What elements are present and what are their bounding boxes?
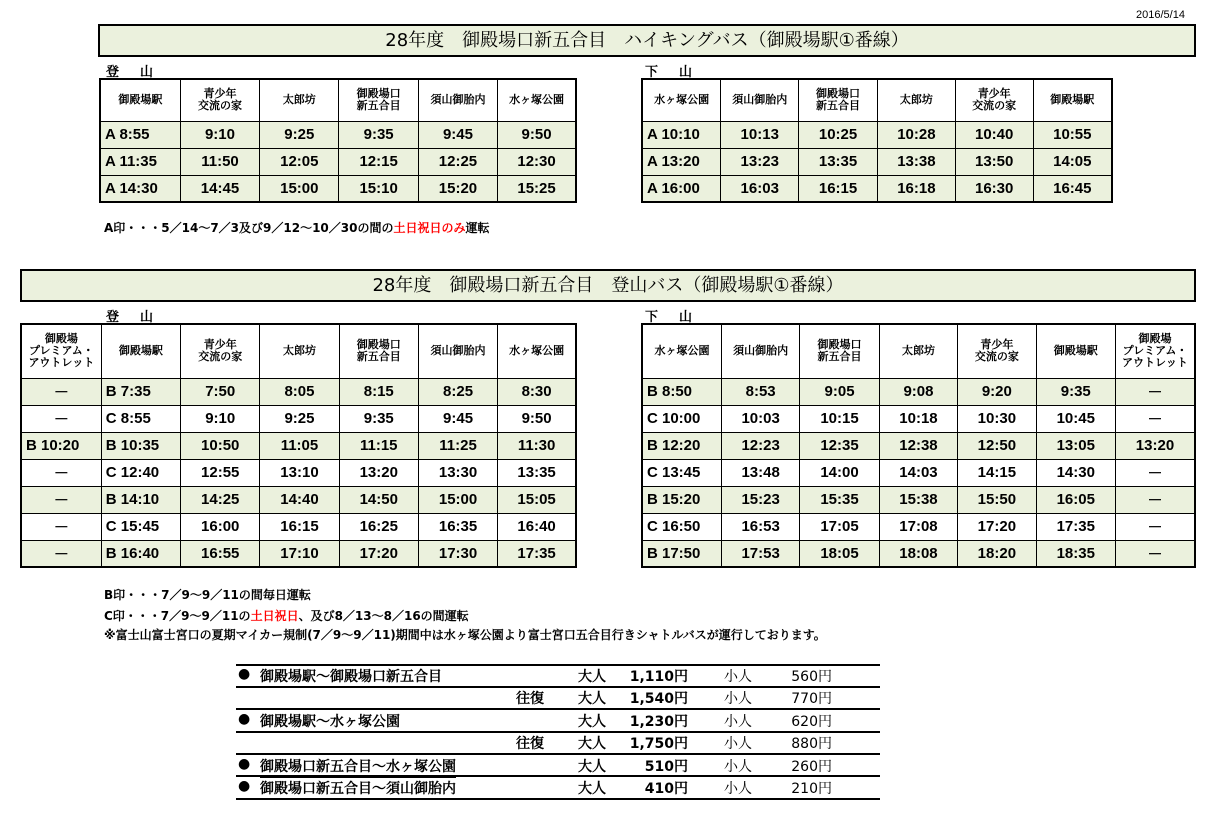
time-cell: 13:50 (955, 148, 1033, 175)
time-cell: 14:15 (958, 459, 1036, 486)
time-cell: 16:15 (799, 175, 878, 202)
fare-round-trip: 往復 (516, 688, 544, 710)
time-cell: 12:15 (339, 148, 418, 175)
time-cell: 17:08 (879, 513, 957, 540)
time-cell: 9:10 (181, 405, 260, 432)
time-cell: － (21, 405, 101, 432)
climb-up-label: 登 山 (106, 310, 158, 325)
hiking-note-a-text: A印・・・5／14～7／3及び9／12～10／30の間の (104, 221, 394, 235)
time-cell: 10:03 (721, 405, 799, 432)
time-cell: － (21, 459, 101, 486)
adult-label: 大人 (578, 714, 606, 730)
hiking-note-a-suffix: 運転 (465, 221, 490, 235)
table-row (642, 121, 1112, 148)
time-cell: － (1115, 459, 1195, 486)
table-row (21, 486, 576, 513)
column-header: 青少年 交流の家 (958, 324, 1036, 378)
time-cell: 10:28 (877, 121, 955, 148)
table-row (100, 175, 576, 202)
time-cell: A 13:20 (642, 148, 721, 175)
time-cell: 15:38 (879, 486, 957, 513)
time-cell: C 8:55 (101, 405, 180, 432)
climb-up-timetable (20, 323, 577, 568)
time-cell: 11:30 (498, 432, 576, 459)
time-cell: 9:20 (958, 378, 1036, 405)
climb-note-c-highlight: 土日祝日 (250, 609, 299, 623)
time-cell: 9:10 (180, 121, 259, 148)
fare-row (236, 754, 880, 776)
time-cell: B 10:20 (21, 432, 101, 459)
time-cell: 15:20 (418, 175, 497, 202)
time-cell: － (1115, 513, 1195, 540)
time-cell: 8:05 (260, 378, 339, 405)
child-label: 小人 (724, 759, 752, 775)
column-header: 太郎坊 (879, 324, 957, 378)
time-cell: 13:20 (1115, 432, 1195, 459)
column-header: 青少年 交流の家 (180, 79, 259, 121)
time-cell: 11:05 (260, 432, 339, 459)
time-cell: 17:35 (1036, 513, 1115, 540)
time-cell: － (1115, 486, 1195, 513)
table-row (642, 378, 1195, 405)
child-label: 小人 (724, 736, 752, 752)
time-cell: 18:08 (879, 540, 957, 567)
time-cell: 13:35 (498, 459, 576, 486)
time-cell: 9:35 (339, 405, 418, 432)
time-cell: 18:35 (1036, 540, 1115, 567)
column-header: 太郎坊 (877, 79, 955, 121)
time-cell: A 10:10 (642, 121, 721, 148)
column-header: 水ヶ塚公園 (498, 324, 576, 378)
time-cell: 11:50 (180, 148, 259, 175)
column-header: 須山御胎内 (721, 324, 799, 378)
time-cell: 15:50 (958, 486, 1036, 513)
column-header: 御殿場口 新五合目 (799, 79, 878, 121)
table-row (642, 405, 1195, 432)
time-cell: A 14:30 (100, 175, 180, 202)
child-label: 小人 (724, 691, 752, 707)
time-cell: 12:35 (800, 432, 879, 459)
fare-route: 御殿場口新五合目～水ヶ塚公園 (260, 756, 456, 778)
time-cell: 13:05 (1036, 432, 1115, 459)
time-cell: 10:30 (958, 405, 1036, 432)
time-cell: 13:20 (339, 459, 418, 486)
column-header: 御殿場駅 (1033, 79, 1112, 121)
table-row (21, 540, 576, 567)
time-cell: B 12:20 (642, 432, 721, 459)
table-row (642, 432, 1195, 459)
time-cell: 17:35 (498, 540, 576, 567)
hiking-down-label: 下 山 (645, 65, 697, 80)
time-cell: 14:40 (260, 486, 339, 513)
time-cell: B 10:35 (101, 432, 180, 459)
child-fare: 260円 (791, 759, 832, 775)
time-cell: 8:25 (418, 378, 497, 405)
table-row (21, 513, 576, 540)
child-label: 小人 (724, 781, 752, 797)
time-cell: C 16:50 (642, 513, 721, 540)
child-fare: 560円 (791, 669, 832, 685)
time-cell: 14:25 (181, 486, 260, 513)
time-cell: 18:20 (958, 540, 1036, 567)
time-cell: 17:10 (260, 540, 339, 567)
time-cell: B 15:20 (642, 486, 721, 513)
bullet-icon: ● (238, 756, 251, 772)
hiking-down-timetable (641, 78, 1113, 203)
child-fare: 210円 (791, 781, 832, 797)
column-header: 須山御胎内 (721, 79, 799, 121)
adult-fare: 1,230円 (629, 714, 688, 730)
column-header: 御殿場駅 (100, 79, 180, 121)
time-cell: 10:45 (1036, 405, 1115, 432)
time-cell: 16:45 (1033, 175, 1112, 202)
time-cell: A 11:35 (100, 148, 180, 175)
time-cell: 15:25 (498, 175, 576, 202)
time-cell: 16:18 (877, 175, 955, 202)
adult-label: 大人 (578, 691, 606, 707)
time-cell: 12:30 (498, 148, 576, 175)
time-cell: 16:53 (721, 513, 799, 540)
bullet-icon: ● (238, 711, 251, 727)
time-cell: 11:15 (339, 432, 418, 459)
time-cell: 12:25 (418, 148, 497, 175)
time-cell: B 16:40 (101, 540, 180, 567)
column-header: 御殿場 プレミアム・ アウトレット (21, 324, 101, 378)
time-cell: 13:38 (877, 148, 955, 175)
fare-round-trip: 往復 (516, 733, 544, 755)
fare-row (236, 776, 880, 798)
table-row (21, 459, 576, 486)
time-cell: 10:15 (800, 405, 879, 432)
time-cell: 16:35 (418, 513, 497, 540)
climb-note-c-suffix: 、及び8／13～8／16の間運転 (298, 609, 469, 623)
table-row (642, 148, 1112, 175)
time-cell: 14:00 (800, 459, 879, 486)
time-cell: A 16:00 (642, 175, 721, 202)
climb-title-banner: 28年度 御殿場口新五合目 登山バス（御殿場駅①番線） (20, 269, 1196, 302)
time-cell: 13:48 (721, 459, 799, 486)
time-cell: 9:35 (339, 121, 418, 148)
time-cell: 13:10 (260, 459, 339, 486)
time-cell: B 7:35 (101, 378, 180, 405)
time-cell: 14:45 (180, 175, 259, 202)
time-cell: 14:30 (1036, 459, 1115, 486)
time-cell: 12:38 (879, 432, 957, 459)
adult-fare: 1,110円 (629, 669, 688, 685)
climb-note-shuttle: ※富士山富士宮口の夏期マイカー規制(7／9～9／11)期間中は水ヶ塚公園より富士宮口五合目行きシャトルバスが運行しております。 (104, 628, 826, 642)
table-row (642, 513, 1195, 540)
time-cell: － (1115, 378, 1195, 405)
time-cell: 16:03 (721, 175, 799, 202)
time-cell: 15:00 (418, 486, 497, 513)
column-header: 須山御胎内 (418, 79, 497, 121)
fare-table (236, 664, 880, 800)
table-row (21, 378, 576, 405)
adult-fare: 1,540円 (629, 691, 688, 707)
column-header: 御殿場駅 (101, 324, 180, 378)
column-header: 須山御胎内 (418, 324, 497, 378)
time-cell: C 15:45 (101, 513, 180, 540)
table-row (100, 121, 576, 148)
bullet-icon: ● (238, 778, 251, 794)
bullet-icon: ● (238, 666, 251, 682)
header-row (21, 324, 576, 378)
time-cell: B 14:10 (101, 486, 180, 513)
time-cell: 17:05 (800, 513, 879, 540)
table-row (642, 175, 1112, 202)
time-cell: 16:40 (498, 513, 576, 540)
time-cell: 15:23 (721, 486, 799, 513)
column-header: 御殿場口 新五合目 (339, 79, 418, 121)
time-cell: － (21, 513, 101, 540)
time-cell: 10:18 (879, 405, 957, 432)
hiking-note-a-highlight: 土日祝日のみ (393, 221, 466, 235)
fare-row (236, 709, 880, 731)
adult-fare: 1,750円 (629, 736, 688, 752)
time-cell: － (1115, 540, 1195, 567)
adult-fare: 410円 (644, 781, 688, 797)
time-cell: 9:25 (260, 405, 339, 432)
time-cell: 16:55 (181, 540, 260, 567)
climb-down-timetable (641, 323, 1196, 568)
time-cell: － (1115, 405, 1195, 432)
table-row (21, 405, 576, 432)
time-cell: A 8:55 (100, 121, 180, 148)
hiking-up-label: 登 山 (106, 65, 158, 80)
time-cell: － (21, 378, 101, 405)
time-cell: 9:25 (260, 121, 339, 148)
adult-label: 大人 (578, 669, 606, 685)
time-cell: 8:53 (721, 378, 799, 405)
time-cell: － (21, 540, 101, 567)
column-header: 青少年 交流の家 (181, 324, 260, 378)
column-header: 水ヶ塚公園 (642, 79, 721, 121)
column-header: 水ヶ塚公園 (498, 79, 576, 121)
fare-route: 御殿場駅～御殿場口新五合目 (260, 666, 442, 688)
time-cell: 9:50 (498, 121, 576, 148)
time-cell: 15:00 (260, 175, 339, 202)
time-cell: 9:35 (1036, 378, 1115, 405)
climb-down-label: 下 山 (645, 310, 697, 325)
time-cell: 17:20 (958, 513, 1036, 540)
time-cell: 12:55 (181, 459, 260, 486)
table-row (642, 459, 1195, 486)
time-cell: 11:25 (418, 432, 497, 459)
time-cell: 10:50 (181, 432, 260, 459)
print-date: 2016/5/14 (1136, 9, 1185, 21)
time-cell: B 17:50 (642, 540, 721, 567)
time-cell: 8:15 (339, 378, 418, 405)
climb-note-c (104, 607, 469, 624)
child-fare: 770円 (791, 691, 832, 707)
time-cell: 7:50 (181, 378, 260, 405)
time-cell: 16:15 (260, 513, 339, 540)
time-cell: 10:55 (1033, 121, 1112, 148)
time-cell: 13:23 (721, 148, 799, 175)
climb-note-b: B印・・・7／9～9／11の間毎日運転 (104, 588, 311, 602)
time-cell: 14:03 (879, 459, 957, 486)
time-cell: 17:53 (721, 540, 799, 567)
time-cell: 13:30 (418, 459, 497, 486)
column-header: 御殿場口 新五合目 (800, 324, 879, 378)
time-cell: 15:35 (800, 486, 879, 513)
time-cell: 16:00 (181, 513, 260, 540)
table-row (100, 148, 576, 175)
time-cell: 9:45 (418, 405, 497, 432)
hiking-title-banner: 28年度 御殿場口新五合目 ハイキングバス（御殿場駅①番線） (98, 24, 1196, 57)
time-cell: C 12:40 (101, 459, 180, 486)
column-header: 青少年 交流の家 (955, 79, 1033, 121)
hiking-note-a (104, 219, 490, 236)
time-cell: 12:23 (721, 432, 799, 459)
time-cell: 12:50 (958, 432, 1036, 459)
time-cell: 16:05 (1036, 486, 1115, 513)
time-cell: 17:30 (418, 540, 497, 567)
adult-label: 大人 (578, 759, 606, 775)
header-row (642, 324, 1195, 378)
time-cell: 9:45 (418, 121, 497, 148)
time-cell: 16:25 (339, 513, 418, 540)
hiking-up-timetable (99, 78, 577, 203)
time-cell: C 10:00 (642, 405, 721, 432)
child-label: 小人 (724, 669, 752, 685)
column-header: 御殿場駅 (1036, 324, 1115, 378)
table-row (642, 540, 1195, 567)
table-row (21, 432, 576, 459)
time-cell: 12:05 (260, 148, 339, 175)
fare-row (236, 664, 880, 686)
table-row (642, 486, 1195, 513)
time-cell: B 8:50 (642, 378, 721, 405)
time-cell: 10:13 (721, 121, 799, 148)
time-cell: 14:05 (1033, 148, 1112, 175)
time-cell: 16:30 (955, 175, 1033, 202)
column-header: 水ヶ塚公園 (642, 324, 721, 378)
time-cell: 10:40 (955, 121, 1033, 148)
time-cell: 9:50 (498, 405, 576, 432)
fare-route: 御殿場駅～水ヶ塚公園 (260, 711, 400, 733)
column-header: 太郎坊 (260, 79, 339, 121)
time-cell: 10:25 (799, 121, 878, 148)
column-header: 太郎坊 (260, 324, 339, 378)
fare-row (236, 731, 880, 753)
adult-label: 大人 (578, 736, 606, 752)
time-cell: 18:05 (800, 540, 879, 567)
time-cell: 8:30 (498, 378, 576, 405)
time-cell: 13:35 (799, 148, 878, 175)
time-cell: 15:10 (339, 175, 418, 202)
child-fare: 620円 (791, 714, 832, 730)
column-header: 御殿場 プレミアム・ アウトレット (1115, 324, 1195, 378)
time-cell: 9:05 (800, 378, 879, 405)
child-label: 小人 (724, 714, 752, 730)
time-cell: C 13:45 (642, 459, 721, 486)
header-row (642, 79, 1112, 121)
time-cell: 17:20 (339, 540, 418, 567)
time-cell: 15:05 (498, 486, 576, 513)
time-cell: 9:08 (879, 378, 957, 405)
header-row (100, 79, 576, 121)
child-fare: 880円 (791, 736, 832, 752)
adult-fare: 510円 (644, 759, 688, 775)
fare-row (236, 686, 880, 708)
adult-label: 大人 (578, 781, 606, 797)
fare-route: 御殿場口新五合目～須山御胎内 (260, 778, 456, 800)
climb-note-c-text: C印・・・7／9～9／11の (104, 609, 251, 623)
column-header: 御殿場口 新五合目 (339, 324, 418, 378)
time-cell: 14:50 (339, 486, 418, 513)
time-cell: － (21, 486, 101, 513)
